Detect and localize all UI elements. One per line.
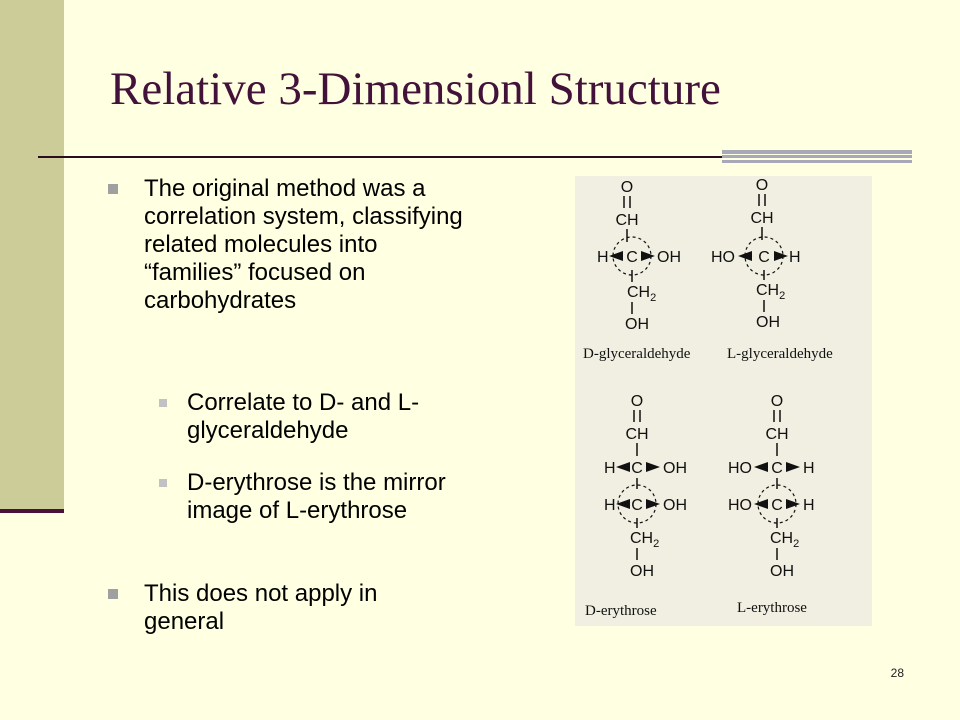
atom-ch: CH [750, 210, 774, 227]
bullet-level1: This does not apply in general [144, 580, 464, 636]
atom-oh: OH [756, 314, 780, 331]
d-erythrose-structure [585, 393, 687, 619]
left-accent-bar-cap [0, 509, 64, 513]
atom-oh: OH [663, 460, 687, 477]
atom-c: C [771, 497, 783, 514]
bullet-level2: D-erythrose is the mirror image of L-erythrose [187, 469, 462, 525]
caption-l-erythrose: L-erythrose [737, 600, 807, 616]
atom-ch2: $CH_2$ [627, 284, 657, 304]
atom-h: H [789, 249, 801, 266]
atom-ch: CH [625, 426, 649, 443]
atom-ch: CH [765, 426, 789, 443]
left-accent-bar [0, 0, 64, 510]
atom-oh: OH [663, 497, 687, 514]
atom-ch2: $CH_2$ [770, 530, 800, 550]
atom-oh: OH [770, 563, 794, 580]
caption-d-glyceraldehyde: D-glyceraldehyde [583, 346, 691, 362]
atom-ch2: $CH_2$ [630, 530, 660, 550]
bullet-level1: The original method was a correlation system, classifying related molecules into “families” focused on carbohydrates [144, 175, 463, 314]
atom-o: O [755, 177, 769, 194]
atom-c: C [771, 460, 783, 477]
bullet-level2: Correlate to D- and L-glyceraldehyde [187, 389, 462, 445]
atom-ho: HO [711, 249, 735, 266]
atom-c: C [626, 249, 638, 266]
l-glyceraldehyde-structure [711, 177, 833, 362]
atom-h: H [604, 497, 616, 514]
atom-o: O [620, 179, 634, 196]
d-glyceraldehyde-structure [583, 179, 691, 362]
stereochemistry-figure [575, 176, 872, 626]
title-divider-accent [722, 150, 912, 163]
atom-ch: CH [615, 212, 639, 229]
atom-c: C [631, 460, 643, 477]
atom-ho: HO [728, 497, 752, 514]
atom-h: H [803, 497, 815, 514]
atom-o: O [630, 393, 644, 410]
page-number: 28 [890, 666, 904, 680]
caption-d-erythrose: D-erythrose [585, 603, 657, 619]
atom-oh: OH [625, 316, 649, 333]
caption-l-glyceraldehyde: L-glyceraldehyde [727, 346, 833, 362]
atom-h: H [803, 460, 815, 477]
l-erythrose-structure [728, 393, 815, 616]
atom-ho: HO [728, 460, 752, 477]
atom-ch2: $CH_2$ [756, 282, 786, 302]
atom-c: C [631, 497, 643, 514]
atom-h: H [597, 249, 609, 266]
atom-h: H [604, 460, 616, 477]
atom-oh: OH [657, 249, 681, 266]
atom-c: C [758, 249, 770, 266]
slide-title: Relative 3-Dimensionl Structure [110, 63, 721, 115]
atom-oh: OH [630, 563, 654, 580]
atom-o: O [770, 393, 784, 410]
